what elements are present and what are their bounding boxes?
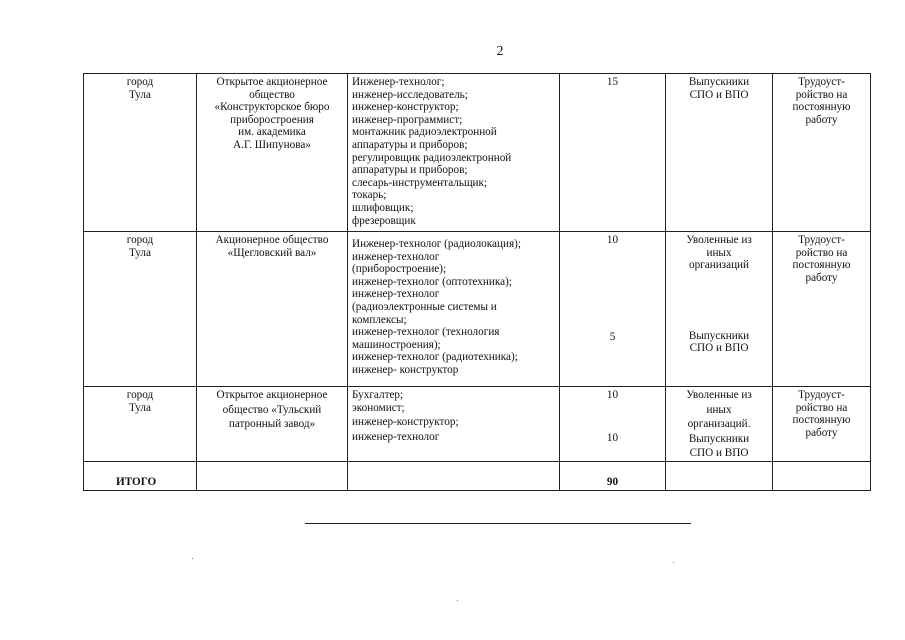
empty-cell bbox=[197, 462, 348, 491]
professions-cell: Инженер-технолог; инженер-исследователь; инженер-конструктор; инженер-программист; монтажник радиоэлектронной аппаратуры и приборов; регулировщик радиоэлектронной аппаратуры и приборов; слесарь-инструментальщик; токарь; шлифовщик; фрезеровщик bbox=[348, 74, 560, 232]
count-cell: 15 bbox=[560, 74, 666, 232]
purpose-cell: Трудоуст- ройство на постоянную работу bbox=[773, 74, 871, 232]
city-cell: город Тула bbox=[84, 387, 197, 462]
purpose-cell: Трудоуст- ройство на постоянную работу bbox=[773, 232, 871, 387]
total-row bbox=[84, 462, 871, 491]
city-cell: город Тула bbox=[84, 74, 197, 232]
scan-speck bbox=[673, 562, 674, 563]
category-cell: Выпускники СПО и ВПО bbox=[666, 74, 773, 232]
category-cell: Уволенные из иных организаций Выпускники СПО и ВПО bbox=[666, 232, 773, 387]
professions-cell: Инженер-технолог (радиолокация); инженер-технолог (приборостроение); инженер-технолог (оптотехника); инженер-технолог (радиоэлектронные системы и комплексы; инженер-технолог (технология машиностроения); инженер-технолог (радиотехника); инженер- конструктор bbox=[348, 232, 560, 387]
organization-cell: Открытое акционерное общество «Тульский патронный завод» bbox=[197, 387, 348, 462]
organization-cell: Открытое акционерное общество «Конструкторское бюро приборостроения им. академика А.Г. Шипунова» bbox=[197, 74, 348, 232]
employment-table bbox=[83, 73, 871, 491]
city-cell: город Тула bbox=[84, 232, 197, 387]
table-row bbox=[84, 387, 871, 462]
count-cell: 10 5 bbox=[560, 232, 666, 387]
category-cell: Уволенные из иных организаций. Выпускники СПО и ВПО bbox=[666, 387, 773, 462]
scan-speck bbox=[457, 600, 458, 601]
scan-speck bbox=[192, 558, 193, 559]
organization-cell: Акционерное общество «Щегловский вал» bbox=[197, 232, 348, 387]
empty-cell bbox=[666, 462, 773, 491]
total-value: 90 bbox=[560, 462, 666, 491]
empty-cell bbox=[348, 462, 560, 491]
table-row bbox=[84, 74, 871, 232]
purpose-cell: Трудоуст- ройство на постоянную работу bbox=[773, 387, 871, 462]
count-cell: 10 10 bbox=[560, 387, 666, 462]
page-number: 2 bbox=[496, 44, 504, 59]
table-row bbox=[84, 232, 871, 387]
professions-cell: Бухгалтер; экономист; инженер-конструктор; инженер-технолог bbox=[348, 387, 560, 462]
total-label: ИТОГО bbox=[84, 462, 197, 491]
empty-cell bbox=[773, 462, 871, 491]
footer-rule bbox=[305, 523, 691, 524]
